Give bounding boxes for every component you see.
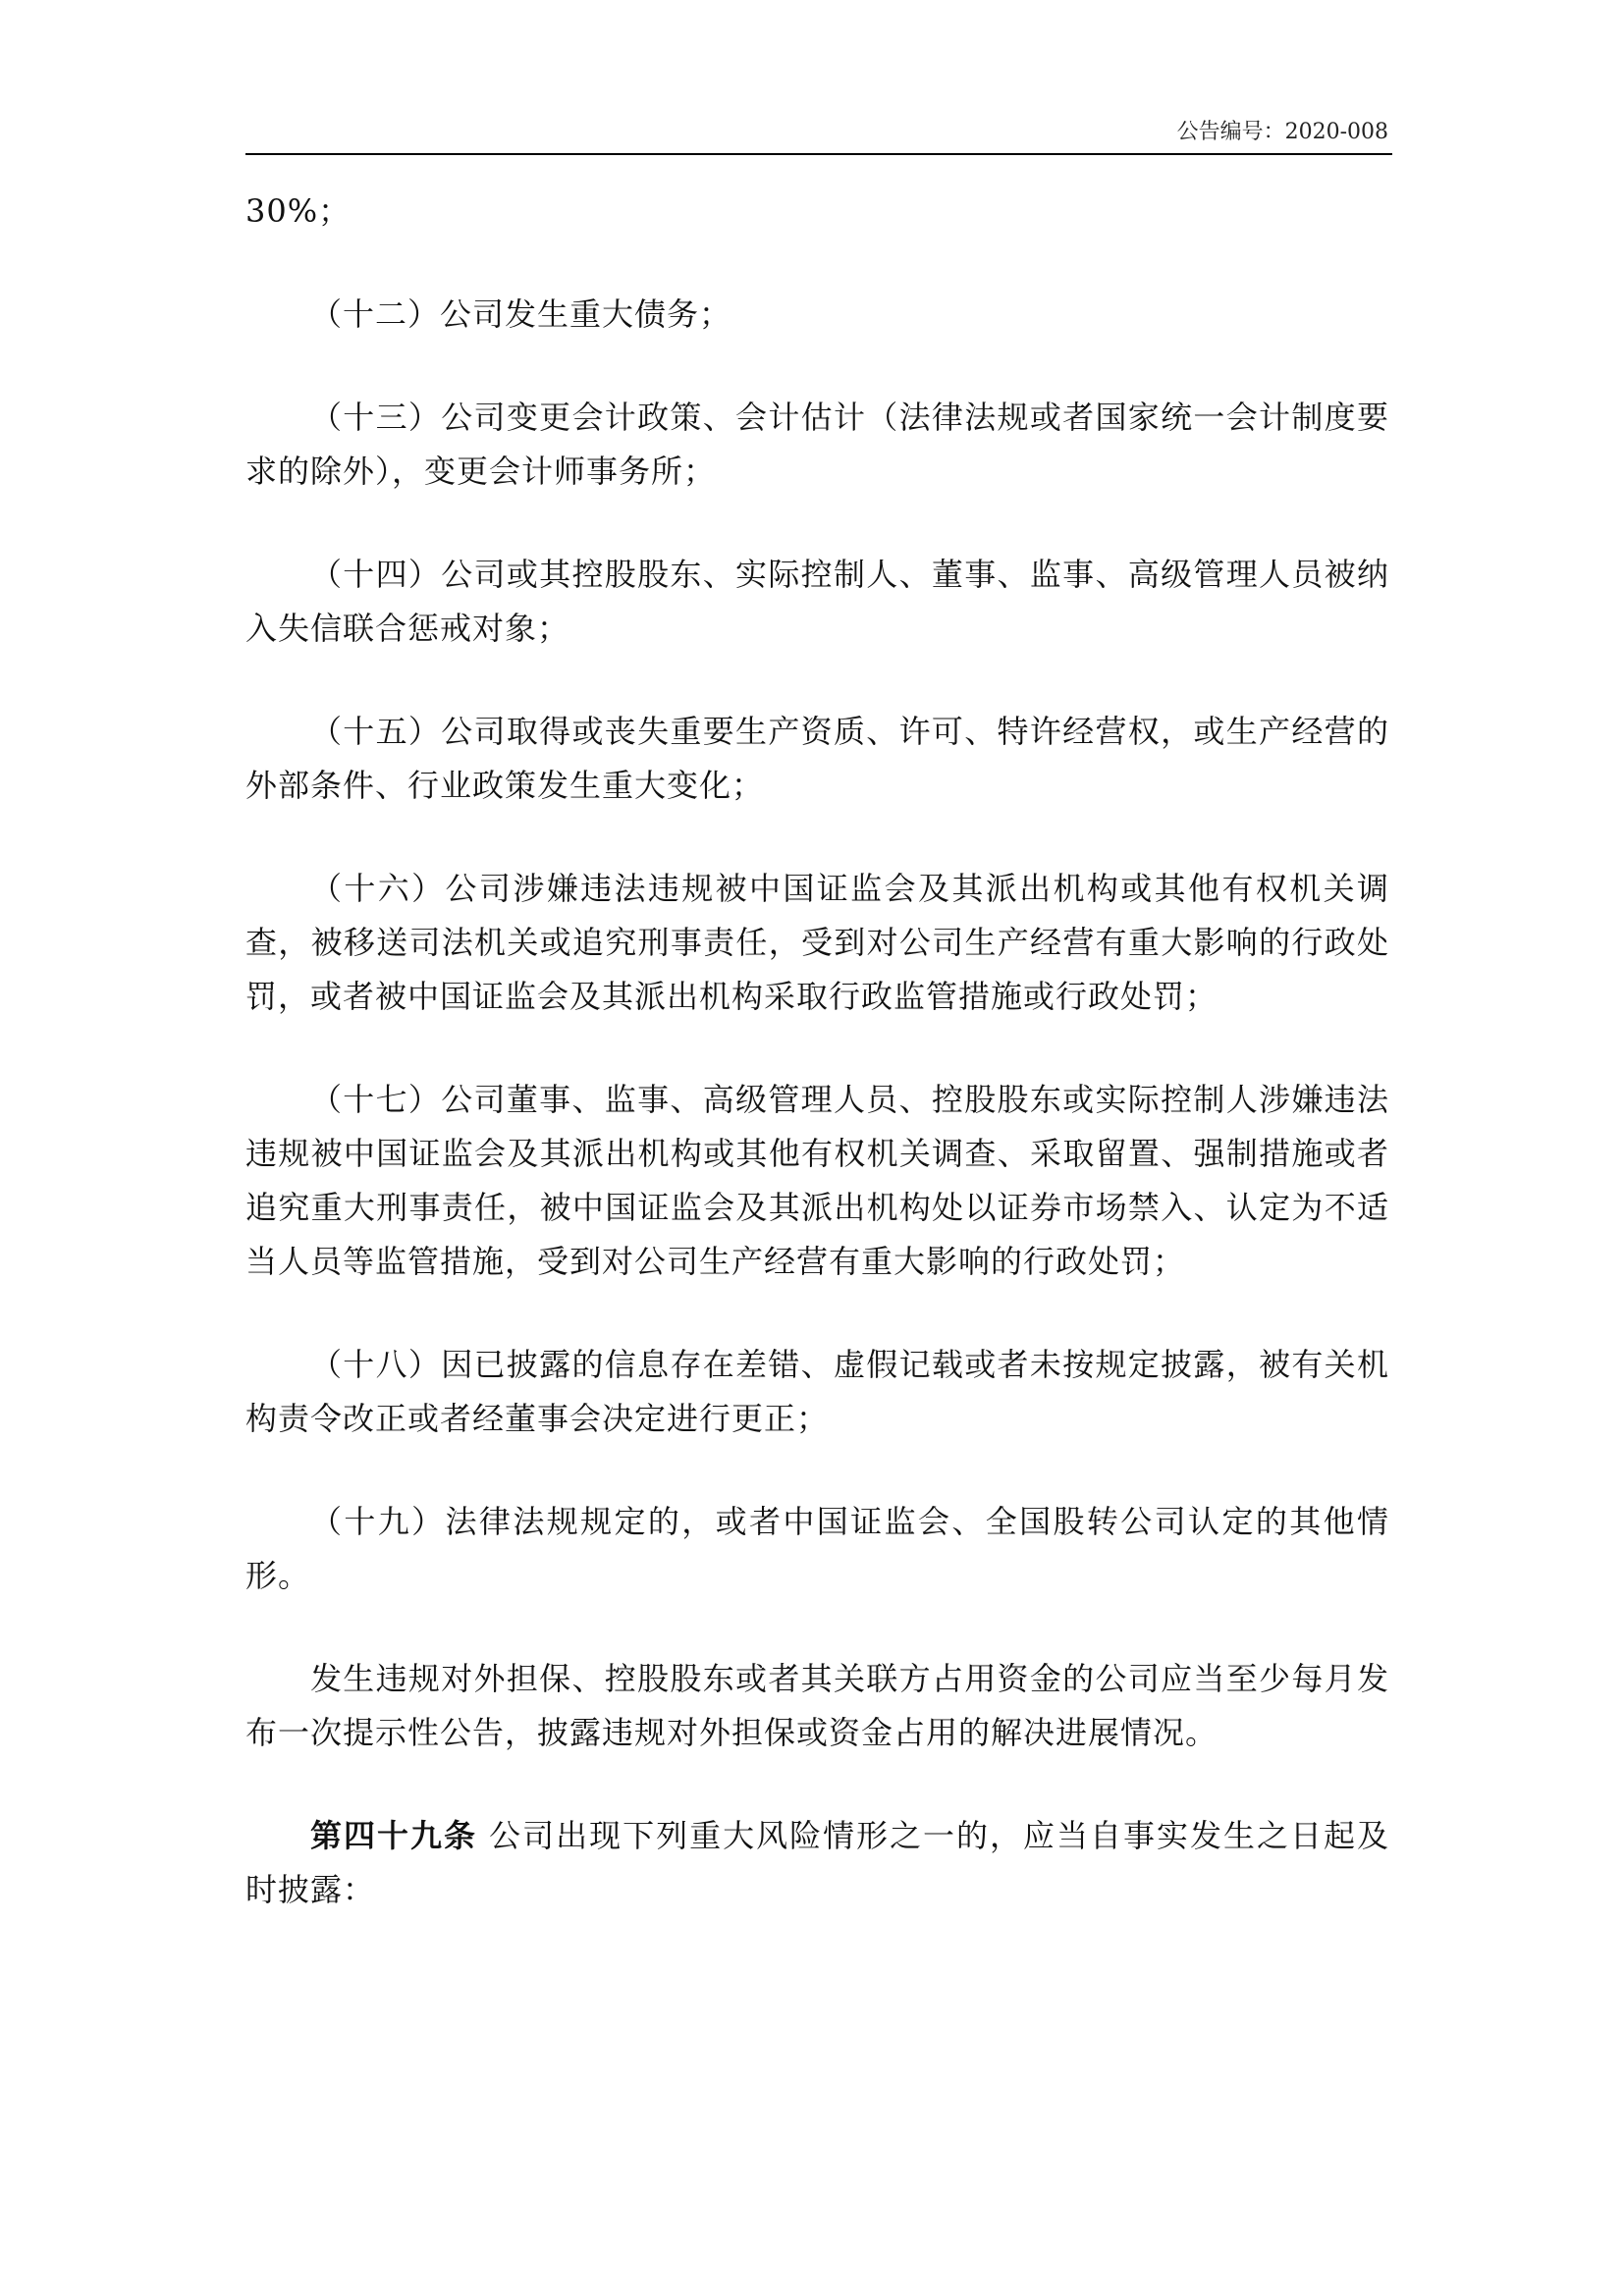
paragraph-item-13: （十三）公司变更会计政策、会计估计（法律法规或者国家统一会计制度要求的除外），变更会计师事务所；: [245, 399, 1389, 490]
paragraph-item-18: （十八）因已披露的信息存在差错、虚假记载或者未按规定披露，被有关机构责令改正或者经董事会决定进行更正；: [245, 1346, 1389, 1437]
paragraph-item-16: （十六）公司涉嫌违法违规被中国证监会及其派出机构或其他有权机关调查，被移送司法机关或追究刑事责任，受到对公司生产经营有重大影响的行政处罚，或者被中国证监会及其派出机构采取行政监管措施或行政处罚；: [245, 870, 1389, 1015]
document-body: [245, 185, 1389, 1917]
paragraph-item-12: （十二）公司发生重大债务；: [310, 295, 732, 333]
paragraph-article-49: [245, 1809, 1389, 1917]
paragraph-item-17: （十七）公司董事、监事、高级管理人员、控股股东或实际控制人涉嫌违法违规被中国证监会及其派出机构或其他有权机关调查、采取留置、强制措施或者追究重大刑事责任，被中国证监会及其派出机构处以证券市场禁入、认定为不适当人员等监管措施，受到对公司生产经营有重大影响的行政处罚；: [245, 1081, 1389, 1280]
article-text: 公司出现下列重大风险情形之一的，应当自事实发生之日起及时披露：: [245, 1817, 1389, 1908]
page-header: [245, 116, 1392, 155]
article-number: 第四十九条: [310, 1817, 477, 1854]
paragraph-item-14: （十四）公司或其控股股东、实际控制人、董事、监事、高级管理人员被纳入失信联合惩戒对象；: [245, 556, 1389, 647]
paragraph-item-19: （十九）法律法规规定的，或者中国证监会、全国股转公司认定的其他情形。: [245, 1503, 1389, 1594]
announcement-code: 公告编号：2020-008: [1176, 120, 1388, 144]
paragraph-violation-note: 发生违规对外担保、控股股东或者其关联方占用资金的公司应当至少每月发布一次提示性公告，披露违规对外担保或资金占用的解决进展情况。: [245, 1660, 1389, 1751]
paragraph-item-15: （十五）公司取得或丧失重要生产资质、许可、特许经营权，或生产经营的外部条件、行业政策发生重大变化；: [245, 713, 1389, 804]
paragraph-continuation: 30%；: [245, 192, 352, 230]
